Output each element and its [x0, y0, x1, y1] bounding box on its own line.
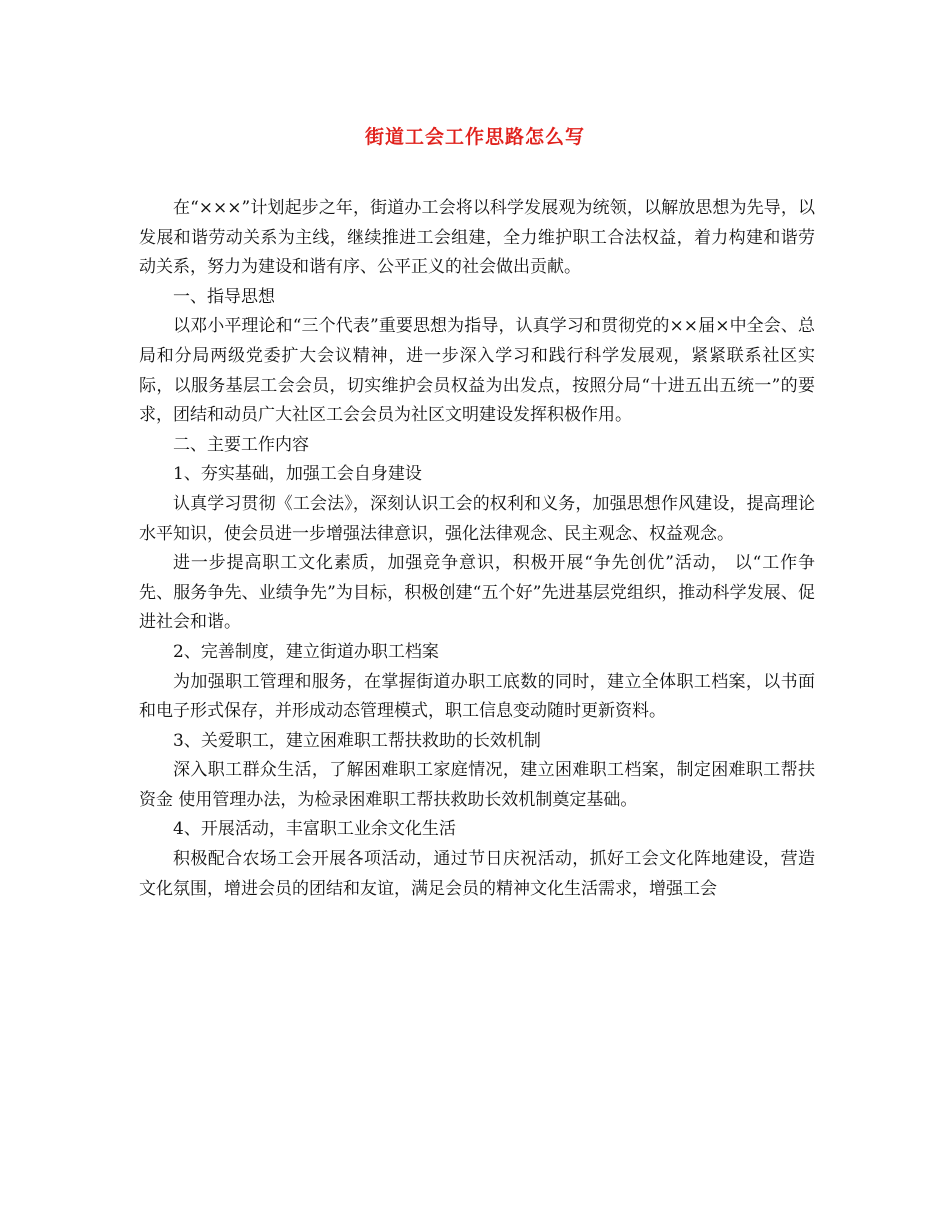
- paragraph-intro: 在“×××”计划起步之年，街道办工会将以科学发展观为统领，以解放思想为先导，以发展和谐劳动关系为主线，继续推进工会组建，全力维护职工合法权益，着力构建和谐劳动关系，努力为建设和谐有序、公平正义的社会做出贡献。: [139, 198, 815, 278]
- subheading-foundation: 1、夯实基础，加强工会自身建设: [173, 464, 422, 485]
- document-body: [139, 194, 815, 904]
- subheading-system: 2、完善制度，建立街道办职工档案: [173, 641, 439, 662]
- subheading-care: 3、关爱职工，建立困难职工帮扶救助的长效机制: [173, 730, 541, 751]
- paragraph-archives: 为加强职工管理和服务，在掌握街道办职工底数的同时，建立全体职工档案，以书面和电子形式保存，并形成动态管理模式，职工信息变动随时更新资料。: [139, 671, 815, 722]
- paragraph-union-law: 认真学习贯彻《工会法》，深刻认识工会的权利和义务，加强思想作风建设，提高理论水平知识，使会员进一步增强法律意识，强化法律观念、民主观念、权益观念。: [139, 493, 815, 544]
- paragraph-guiding-ideology: 以邓小平理论和“三个代表”重要思想为指导，认真学习和贯彻党的××届×中全会、总局和分局两级党委扩大会议精神，进一步深入学习和践行科学发展观，紧紧联系社区实际，以服务基层工会会员，切实维护会员权益为出发点，按照分局“十进五出五统一”的要求，团结和动员广大社区工会会员为社区文明建设发挥积极作用。: [139, 316, 815, 426]
- paragraph-competition: 进一步提高职工文化素质，加强竞争意识，积极开展“争先创优”活动， 以“工作争先、服务争先、业绩争先”为目标，积极创建“五个好”先进基层党组织，推动科学发展、促进社会和谐。: [139, 553, 815, 633]
- paragraph-assistance: 深入职工群众生活，了解困难职工家庭情况，建立困难职工档案，制定困难职工帮扶资金 使用管理办法，为检录困难职工帮扶救助长效机制奠定基础。: [139, 760, 815, 810]
- section-heading-guiding-ideology: 一、指导思想: [173, 286, 275, 307]
- document-title: 街道工会工作思路怎么写: [364, 126, 585, 148]
- paragraph-culture: 积极配合农场工会开展各项活动，通过节日庆祝活动，抓好工会文化阵地建设，营造文化氛围，增进会员的团结和友谊，满足会员的精神文化生活需求，增强工会: [139, 849, 815, 899]
- subheading-activities: 4、开展活动，丰富职工业余文化生活: [173, 819, 456, 840]
- section-heading-main-work: 二、主要工作内容: [173, 434, 309, 455]
